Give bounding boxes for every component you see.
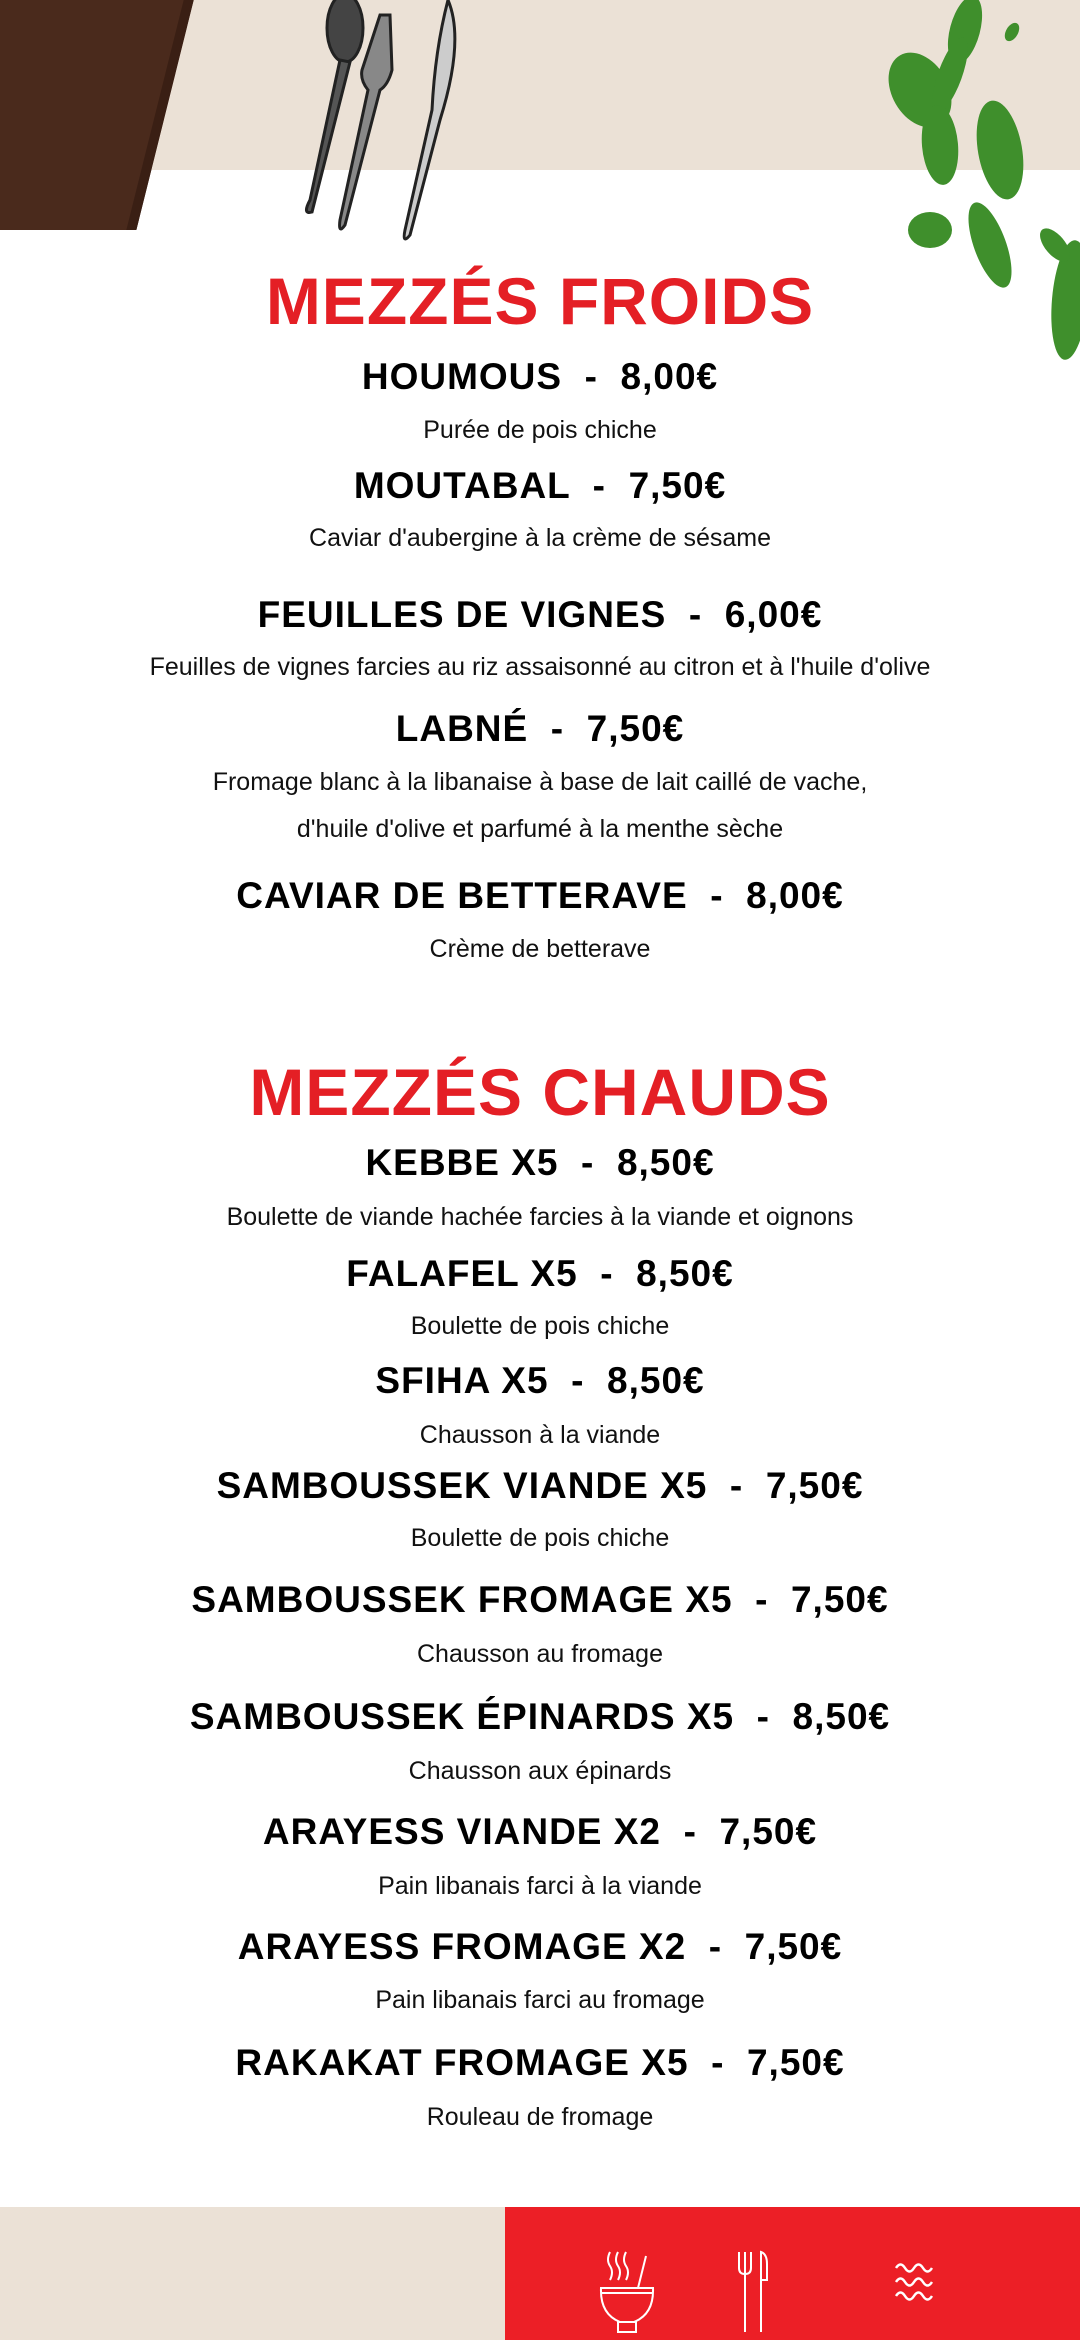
menu-item-falafel[interactable] [0,1249,1080,1299]
item-description: Boulette de pois chiche [410,1524,670,1552]
item-name: CAVIAR DE BETTERAVE [236,875,688,916]
item-name: FEUILLES DE VIGNES [257,594,667,635]
separator: - [732,1579,791,1620]
menu-item-sfiha[interactable] [0,1356,1080,1406]
item-description: Purée de pois chiche [423,416,657,444]
separator: - [687,875,747,916]
separator: - [661,1811,720,1852]
item-price: 8,50€ [607,1360,705,1401]
item-description: Caviar d'aubergine à la crème de sésame [309,524,771,552]
item-price: 8,50€ [636,1253,734,1294]
item-name: ARAYESS FROMAGE X2 [237,1926,687,1967]
menu-item-arayess-viande[interactable] [0,1807,1080,1857]
menu-item-samboussek-viande[interactable] [0,1461,1080,1511]
item-price: 7,50€ [628,465,727,506]
section-title-hot-mezzes: MEZZÉS CHAUDS [249,1055,831,1129]
menu-item-houmous[interactable] [0,352,1080,402]
separator: - [666,594,725,635]
item-name: HOUMOUS [361,356,563,397]
menu-item-moutabal[interactable] [0,461,1080,511]
item-price: 8,00€ [620,356,719,397]
item-price: 7,50€ [765,1465,864,1506]
item-name: SAMBOUSSEK FROMAGE X5 [191,1579,733,1620]
separator: - [558,1142,617,1183]
separator: - [707,1465,766,1506]
item-description: d'huile d'olive et parfumé à la menthe sèche [296,815,784,843]
separator: - [570,465,629,506]
item-description: Crème de betterave [429,935,651,963]
item-price: 8,50€ [616,1142,715,1183]
separator: - [686,1926,745,1967]
item-description: Boulette de pois chiche [410,1312,670,1340]
item-price: 8,00€ [746,875,844,916]
menu-item-caviar-de-betterave[interactable] [0,871,1080,921]
separator: - [734,1696,793,1737]
item-description: Chausson au fromage [417,1640,663,1668]
separator: - [688,2042,747,2083]
item-description: Chausson aux épinards [408,1757,672,1785]
item-name: RAKAKAT FROMAGE X5 [235,2042,689,2083]
soup-bowl-icon[interactable] [598,2250,662,2334]
item-name: FALAFEL X5 [346,1253,578,1294]
item-name: ARAYESS VIANDE X2 [262,1811,662,1852]
item-price: 7,50€ [746,2042,845,2083]
item-description: Pain libanais farci au fromage [375,1986,705,2014]
item-description: Feuilles de vignes farcies au riz assaisonné au citron et à l'huile d'olive [149,653,931,681]
item-price: 7,50€ [719,1811,818,1852]
item-price: 6,00€ [724,594,823,635]
separator: - [562,356,621,397]
footer-nav-bar [505,2207,1080,2340]
section-title-cold-mezzes: MEZZÉS FROIDS [265,264,815,338]
footer-paper-texture [0,2207,505,2340]
item-description: Chausson à la viande [419,1421,661,1449]
item-name: SAMBOUSSEK VIANDE X5 [216,1465,708,1506]
item-name: SFIHA X5 [375,1360,549,1401]
item-name: LABNÉ [395,708,529,749]
separator: - [528,708,587,749]
item-description: Boulette de viande hachée farcies à la viande et oignons [226,1203,854,1231]
item-description: Fromage blanc à la libanaise à base de lait caillé de vache, [212,768,868,796]
waves-icon[interactable] [895,2260,935,2305]
menu-item-arayess-fromage[interactable] [0,1922,1080,1972]
item-price: 7,50€ [744,1926,843,1967]
item-name: KEBBE X5 [365,1142,559,1183]
separator: - [548,1360,608,1401]
item-price: 7,50€ [790,1579,889,1620]
menu-item-samboussek-fromage[interactable] [0,1575,1080,1625]
menu-item-feuilles-de-vignes[interactable] [0,590,1080,640]
menu-item-kebbe[interactable] [0,1138,1080,1188]
item-price: 8,50€ [792,1696,891,1737]
menu-item-rakakat-fromage[interactable] [0,2038,1080,2088]
item-name: MOUTABAL [353,465,571,506]
menu-item-labne[interactable] [0,704,1080,754]
fork-knife-icon[interactable] [735,2250,775,2334]
cutlery-decoration [240,0,480,250]
item-description: Rouleau de fromage [426,2103,654,2131]
menu-item-samboussek-epinards[interactable] [0,1692,1080,1742]
item-description: Pain libanais farci à la viande [378,1872,702,1900]
separator: - [577,1253,637,1294]
item-price: 7,50€ [586,708,685,749]
item-name: SAMBOUSSEK ÉPINARDS X5 [189,1696,735,1737]
